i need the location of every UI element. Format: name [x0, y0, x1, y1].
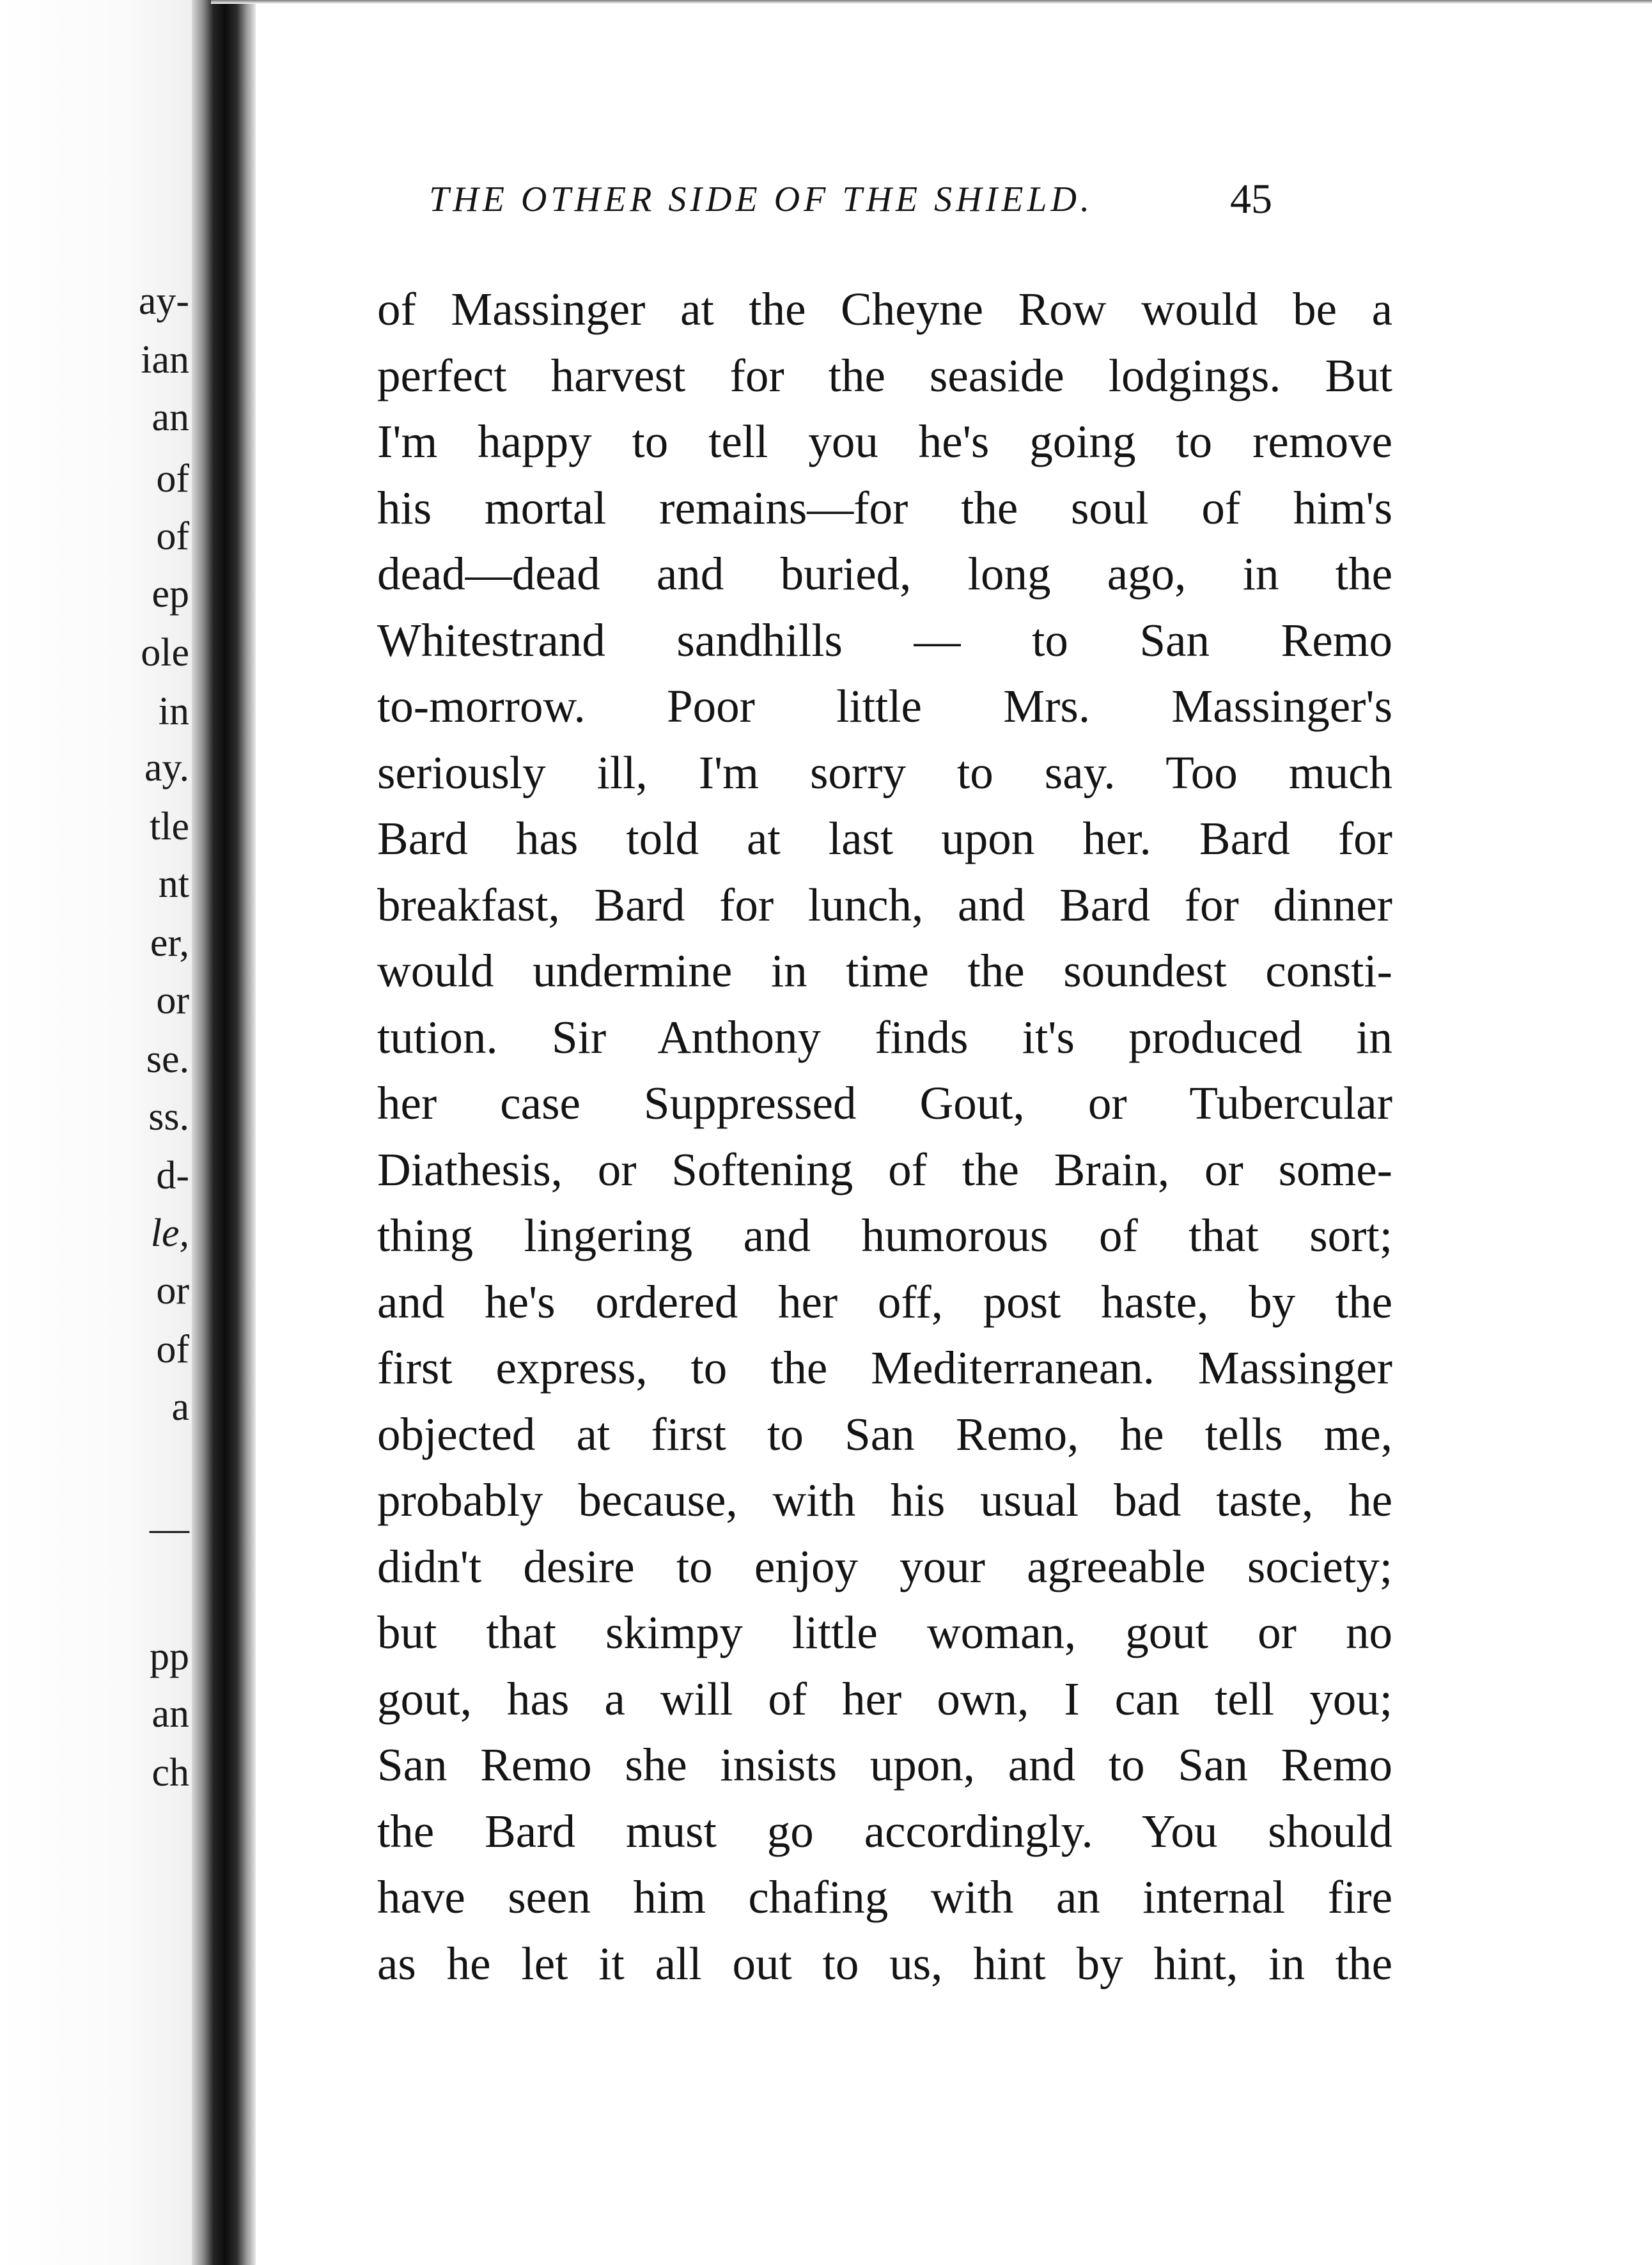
- left-page-fragment: an: [152, 1692, 189, 1736]
- left-page-fragment: ian: [141, 338, 189, 382]
- text-line: breakfast, Bard for lunch, and Bard for dinner: [377, 878, 1392, 931]
- left-page-fragment: se.: [146, 1038, 189, 1081]
- left-page-fragment: a: [171, 1385, 189, 1429]
- left-page-fragment: pp: [150, 1635, 189, 1678]
- left-page-fragment: tle: [150, 805, 189, 848]
- text-line: as he let it all out to us, hint by hint, in the: [377, 1937, 1392, 1989]
- text-line: I'm happy to tell you he's going to remove: [377, 416, 1392, 467]
- left-page-fragment: of: [156, 515, 189, 558]
- left-page-fragment: an: [152, 396, 189, 439]
- text-line: Diathesis, or Softening of the Brain, or some-: [377, 1143, 1392, 1195]
- left-page-fragment: er,: [150, 921, 189, 965]
- left-page-fragment: ss.: [148, 1095, 189, 1139]
- running-title: THE OTHER SIDE OF THE SHIELD.: [429, 180, 1093, 219]
- left-page-fragment: in: [158, 690, 189, 733]
- text-line: her case Suppressed Gout, or Tubercular: [377, 1077, 1392, 1129]
- text-line: tution. Sir Anthony finds it's produced in: [377, 1011, 1392, 1063]
- text-line: have seen him chafing with an internal fire: [377, 1871, 1392, 1923]
- left-page-fragment: ep: [152, 572, 189, 616]
- text-line: seriously ill, I'm sorry to say. Too much: [377, 746, 1392, 798]
- left-page-fragment: of: [156, 1328, 189, 1371]
- text-line: of Massinger at the Cheyne Row would be a: [377, 283, 1392, 335]
- text-line: his mortal remains—for the soul of him's: [377, 481, 1392, 534]
- text-line: dead—dead and buried, long ago, in the: [377, 548, 1392, 600]
- left-page-fragment: d-: [156, 1154, 189, 1197]
- text-line: the Bard must go accordingly. You should: [377, 1805, 1392, 1857]
- text-line: probably because, with his usual bad taste, he: [377, 1474, 1392, 1526]
- top-edge-shadow: [211, 0, 1652, 4]
- text-line: and he's ordered her off, post haste, by the: [377, 1275, 1392, 1328]
- left-page-fragment: ay-: [138, 279, 189, 323]
- left-page-fragment: —: [150, 1507, 189, 1550]
- text-line: thing lingering and humorous of that sort;: [377, 1210, 1392, 1261]
- left-page-fragment: ch: [152, 1751, 189, 1794]
- left-page-fragment: ay.: [144, 746, 189, 790]
- left-page-fragment: ole: [141, 631, 189, 674]
- text-line: Bard has told at last upon her. Bard for: [377, 813, 1392, 864]
- running-head: [256, 174, 1272, 225]
- text-line: objected at first to San Remo, he tells me,: [377, 1408, 1392, 1460]
- left-page-fragment: or: [156, 1269, 189, 1312]
- text-line: Whitestrand sandhills — to San Remo: [377, 614, 1392, 666]
- left-facing-page: [0, 0, 203, 2265]
- text-line: gout, has a will of her own, I can tell you;: [377, 1672, 1392, 1725]
- text-line: didn't desire to enjoy your agreeable society;: [377, 1540, 1392, 1592]
- text-line: San Remo she insists upon, and to San Remo: [377, 1739, 1392, 1791]
- left-page-fragment: le,: [150, 1211, 189, 1255]
- text-line: first express, to the Mediterranean. Massinger: [377, 1342, 1392, 1394]
- text-line: but that skimpy little woman, gout or no: [377, 1607, 1392, 1658]
- left-page-fragment: or: [156, 979, 189, 1022]
- text-line: would undermine in time the soundest consti-: [377, 945, 1392, 997]
- book-gutter: [192, 0, 256, 2265]
- left-page-fragment: nt: [158, 862, 189, 906]
- left-page-fragment: of: [156, 457, 189, 501]
- text-line: to-morrow. Poor little Mrs. Massinger's: [377, 680, 1392, 732]
- text-line: perfect harvest for the seaside lodgings. But: [377, 349, 1392, 401]
- page-number: 45: [1230, 176, 1272, 222]
- body-text: [377, 276, 1392, 1996]
